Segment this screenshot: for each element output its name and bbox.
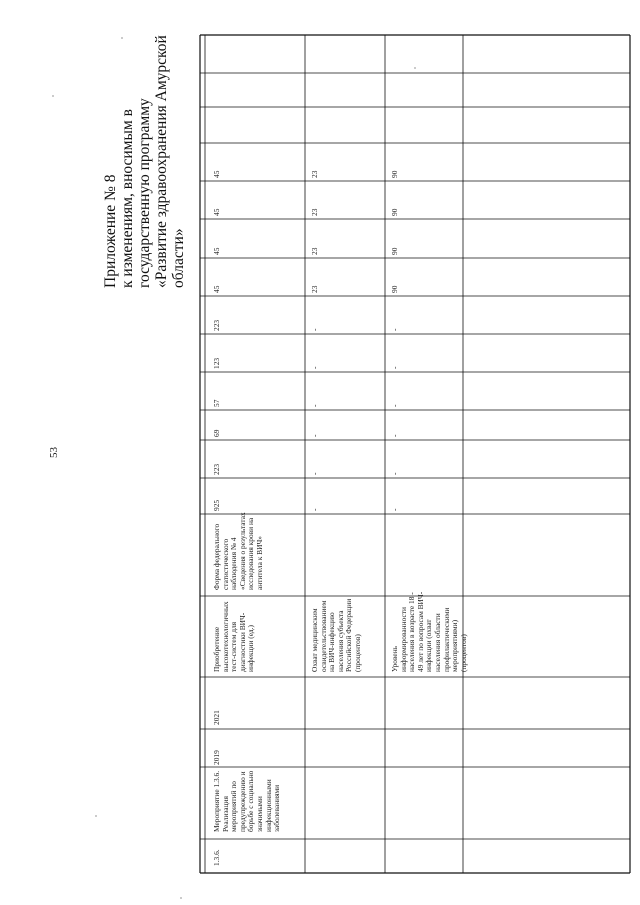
value-cell: 90 <box>390 208 399 216</box>
cell-indicator-2-name: Охват медицинским освидетельствованием на ВИЧ-инфекцию населения субъекта Российской Федерации (процентов) <box>310 598 362 672</box>
cell-indicator-1-source: Форма федерального статистического наблюдения № 4 «Сведения о результатах исследования крови на антитела к ВИЧ» <box>212 512 264 590</box>
value-cell: - <box>310 508 319 511</box>
scan-speck <box>95 815 97 817</box>
value-cell: 23 <box>310 285 319 293</box>
value-cell: - <box>310 434 319 437</box>
value-cell: 925 <box>212 499 221 511</box>
value-cell: 90 <box>390 285 399 293</box>
value-cell: 23 <box>310 170 319 178</box>
value-cell: - <box>310 404 319 407</box>
value-cell: 23 <box>310 208 319 216</box>
value-cell: 45 <box>212 285 221 293</box>
value-cell: 90 <box>390 170 399 178</box>
value-cell: - <box>390 366 399 369</box>
appendix-line-4: «Развитие здравоохранения Амурской <box>153 35 170 288</box>
value-cell: - <box>390 328 399 331</box>
appendix-line-3: государственную программу <box>136 98 153 288</box>
scan-speck <box>52 95 54 97</box>
appendix-heading <box>102 28 187 288</box>
value-cell: 57 <box>212 399 221 407</box>
indicator-table <box>200 35 630 873</box>
value-cell: 69 <box>212 429 221 437</box>
scan-speck <box>180 897 182 899</box>
value-cell: 223 <box>212 319 221 331</box>
cell-year-to: 2021 <box>212 710 221 725</box>
cell-row-number: 1.3.6. <box>212 849 221 866</box>
value-cell: 123 <box>212 357 221 369</box>
value-cell: 23 <box>310 247 319 255</box>
appendix-line-1: Приложение № 8 <box>102 174 119 288</box>
scan-speck <box>121 37 123 39</box>
value-cell: 45 <box>212 208 221 216</box>
appendix-line-5: области» <box>170 228 187 288</box>
cell-indicator-3-name: Уровень информированности населения в возрасте 18 - 49 лет по вопросам ВИЧ-инфекции (охват населения области профилактическими мероприятиями) (процентов) <box>390 591 468 672</box>
cell-year-from: 2019 <box>212 750 221 765</box>
value-cell: 223 <box>212 463 221 475</box>
value-cell: - <box>390 508 399 511</box>
value-cell: 45 <box>212 170 221 178</box>
page-number: 53 <box>48 447 60 458</box>
value-cell: - <box>390 434 399 437</box>
scan-speck <box>414 67 416 69</box>
value-cell: - <box>390 472 399 475</box>
cell-indicator-1-name: Приобретение высокотехнологичных тест-систем для диагностики ВИЧ-инфекции (ед.) <box>212 601 256 672</box>
value-cell: 90 <box>390 247 399 255</box>
value-cell: - <box>310 472 319 475</box>
value-cell: - <box>390 404 399 407</box>
appendix-line-2: к изменениям, вносимым в <box>119 109 136 288</box>
value-cell: 45 <box>212 247 221 255</box>
value-cell: - <box>310 328 319 331</box>
value-cell: - <box>310 366 319 369</box>
cell-event: Мероприятие 1.3.6. Реализация мероприятий по предупреждению и борьбе с социально значимыми инфекционными заболеваниями <box>212 770 282 832</box>
